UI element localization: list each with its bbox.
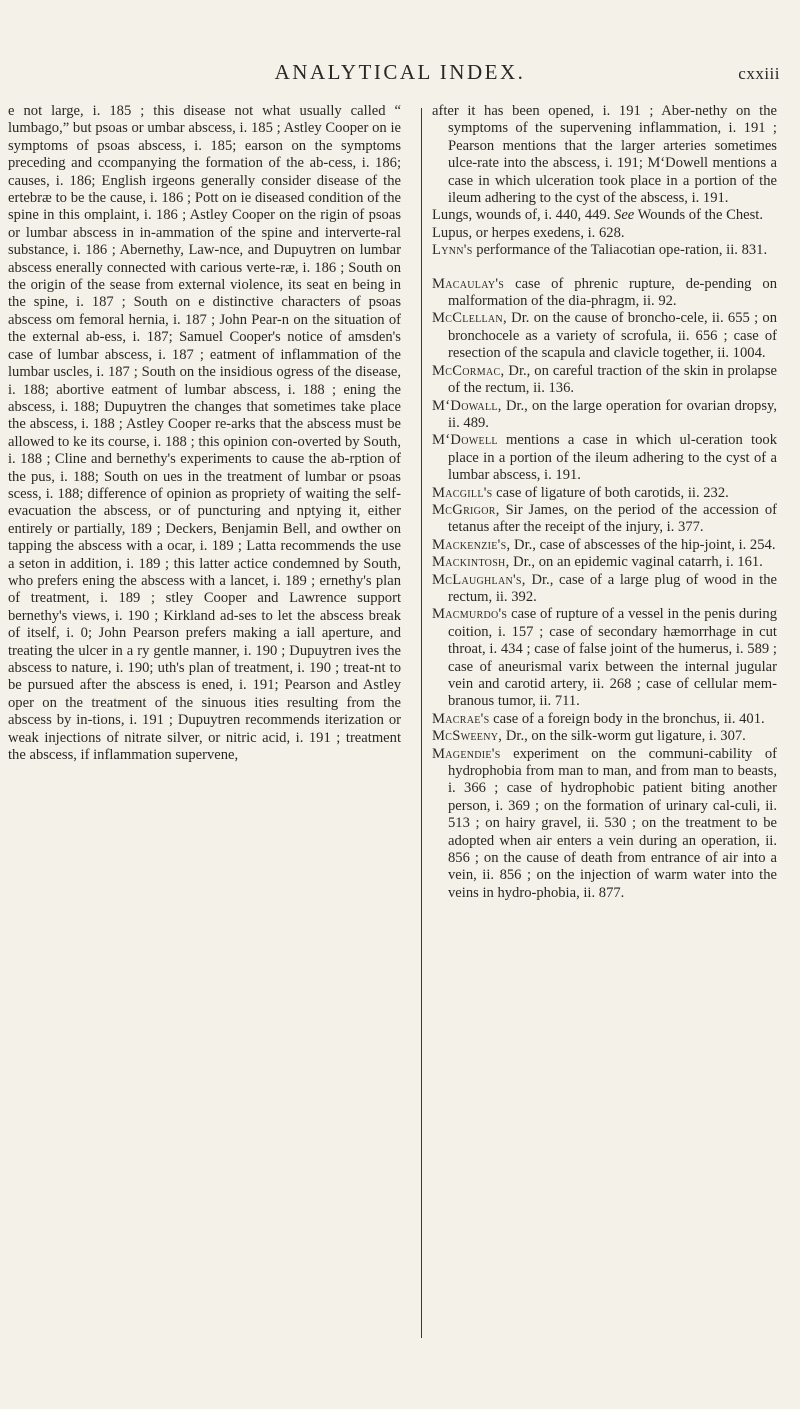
entry-text: Dr., on careful traction of the skin in prolapse of the rectum, ii. 136. bbox=[448, 362, 777, 397]
entry-text: case of a foreign body in the bronchus, ii. 401. bbox=[489, 710, 765, 727]
index-entry bbox=[432, 728, 777, 745]
entry-text: experiment on the communi-cability of hydrophobia from man to man, and from man to beasts, i. 366 ; case of hydrophobic patient biting another person, i. 369 ; on the formation of urinary cal-culi, ii. 513 ; on hairy gravel, ii. 530 ; on the treatment to be adopted when air enters a vein during an operation, ii. 856 ; on the cause of death from entrance of air into a vein, ii. 856 ; on the injection of warm water into the veins in hydro-phobia, ii. 877. bbox=[448, 745, 777, 901]
entry-text: Sir James, on the period of the accession of tetanus after the receipt of the injury, i. 377. bbox=[448, 501, 777, 536]
left-column bbox=[2, 103, 409, 764]
index-entry bbox=[432, 310, 777, 362]
index-entry bbox=[432, 276, 777, 311]
index-entry bbox=[432, 502, 777, 537]
entry-headword: Macmurdo's bbox=[432, 606, 508, 623]
entry-see-reference: See bbox=[614, 207, 635, 224]
entry-headword: Magendie's bbox=[432, 745, 501, 762]
left-column-text: e not large, i. 185 ; this disease not what usually called “ lumbago,” but psoas or umbar abscess, i. 185 ; Astley Cooper on ie symptoms of psoas abscess, i. 185; earson on the symptoms preceding and ccompanying the formation of the ab-cess, i. 186; causes, i. 186; English irgeons generally consider disease of the ertebræ to be the cause, i. 186 ; Pott on ie diseased condition of the spine in this omplaint, i. 186 ; Astley Cooper on the rigin of psoas or lumbar abscess in in-ammation of the spine and interverte-ral substance, i. 186 ; Abernethy, Law-nce, and Dupuytren on lumbar abscess enerally connected with carious verte-ræ, i. 186 ; South on the origin of the sease from external violence, its seat en being in the spine, i. 187 ; South on e distinctive characters of psoas abscess om femoral hernia, i. 187 ; John Pear-n on the situation of the external ab-ess, i. 187; Samuel Cooper's notice of amsden's case of lumbar abscess, i. 187 ; eatment of inflammation of the lumbar uscles, i. 187 ; South on the insidious ogress of the disease, i. 188; abortive eatment of lumbar abscess, i. 188 ; ening the abscess, i. 188; Dupuytren the changes that sometimes take place the abscess, i. 188 ; Astley Cooper re-arks that the abscess must be allowed to ke its course, i. 188 ; this opinion con-overted by South, i. 188 ; Cline and bernethy's experiments to cause the ab-rption of the pus, i. 188; South on ues in the treatment of lumbar or psoas scess, i. 188; difference of opinion as propriety of waiting the self-evacuation the abscess, or of puncturing and nptying it, either entirely or partially, 189 ; Deckers, Benjamin Bell, and owther on tapping the abscess with a ocar, i. 189 ; Latta recommends the use a seton in addition, i. 189 ; this latter actice condemned by South, who prefers ening the abscess with a lancet, i. 189 ; ernethy's plan of treatment, i. 189 ; stley Cooper and Lawrence support bernethy's views, i. 190 ; Kirkland ad-ses to let the abscess break of itself, i. 0; John Pearson prefers making a iall aperture, and treating the ulcer in a ry gentle manner, i. 190 ; Dupuytren ives the abscess to nature, i. 190; uth's plan of treatment, i. 190 ; treat-nt to be pursued after the abscess is ened, i. 191; Pearson and Astley oper on the treatment of the sinuous ities resulting from the abscess by in-tions, i. 191 ; Dupuytren recommends iterization or weak injections of nitrate silver, or nitric acid, i. 191 ; treatment the abscess, if inflammation supervene, bbox=[8, 103, 401, 764]
index-entry bbox=[432, 398, 777, 433]
entry-text: Dr., case of a large plug of wood in the rectum, ii. 392. bbox=[448, 571, 777, 605]
running-title: ANALYTICAL INDEX. bbox=[274, 60, 526, 84]
entry-headword: Mackenzie's, bbox=[432, 536, 511, 553]
entry-text: Dr., on the silk-worm gut ligature, i. 307. bbox=[502, 728, 746, 745]
entry-headword: Mackintosh, bbox=[432, 554, 510, 571]
entry-text: Dr., on the large operation for ovarian dropsy, ii. 489. bbox=[448, 397, 777, 431]
entry-text: case of phrenic rupture, de-pending on malformation of the dia-phragm, ii. 92. bbox=[448, 275, 777, 310]
entry-text: Lupus, or herpes exedens, i. 628. bbox=[432, 224, 625, 241]
index-entry bbox=[432, 537, 777, 554]
entry-text: performance of the Taliacotian ope-ration, ii. 831. bbox=[472, 242, 768, 259]
index-entry bbox=[432, 207, 777, 224]
entry-headword: Lynn's bbox=[432, 242, 473, 259]
page-number: cxxiii bbox=[738, 64, 780, 83]
entry-text: after it has been opened, i. 191 ; Aber-nethy on the symptoms of the supervening inflammation, i. 191 ; Pearson mentions that the larger arteries sometimes ulce-rate into the abscess, i. 191; M‘Dowell mentions a case in which ulceration took place in a portion of the ileum adhering to the cyst of the abscess, i. 191. bbox=[432, 103, 777, 207]
entry-text-continued: Wounds of the Chest. bbox=[634, 207, 763, 224]
entry-headword: McGrigor, bbox=[432, 501, 500, 518]
entry-headword: McClellan, bbox=[432, 310, 507, 327]
entry-headword: Macgill's bbox=[432, 484, 493, 501]
index-entry bbox=[432, 554, 777, 571]
index-entry bbox=[432, 363, 777, 398]
column-divider bbox=[421, 108, 422, 1338]
entry-headword: Macrae's bbox=[432, 710, 490, 727]
index-entry bbox=[432, 711, 777, 728]
index-entry bbox=[432, 432, 777, 484]
entry-headword: M‘Dowall, bbox=[432, 397, 502, 414]
entry-text: Dr., case of abscesses of the hip-joint, i. 254. bbox=[510, 536, 776, 553]
index-entry bbox=[432, 242, 777, 259]
entry-text: case of ligature of both carotids, ii. 232. bbox=[492, 484, 729, 501]
index-entry bbox=[432, 572, 777, 607]
entry-text: mentions a case in which ul-ceration took place in a portion of the ileum adhering to the cyst of a lumbar abscess, i. 191. bbox=[448, 432, 777, 484]
index-entry bbox=[432, 746, 777, 903]
index-entry bbox=[432, 103, 777, 207]
entry-headword: McLaughlan's, bbox=[432, 571, 526, 588]
entry-headword: McSweeny, bbox=[432, 728, 503, 745]
index-entry bbox=[432, 225, 777, 242]
entry-text: case of rupture of a vessel in the penis during coition, i. 157 ; case of secondary hæmorrhage in cut throat, i. 434 ; case of false joint of the humerus, i. 589 ; case of aneurismal varix between the internal jugular vein and carotid artery, ii. 268 ; case of cellular mem-branous tumor, ii. 711. bbox=[448, 606, 777, 710]
index-entry bbox=[432, 485, 777, 502]
entry-text: Dr., on an epidemic vaginal catarrh, i. 161. bbox=[509, 554, 763, 571]
entry-headword: M‘Dowell bbox=[432, 432, 498, 449]
entry-text: Dr. on the cause of broncho-cele, ii. 655 ; on bronchocele as a variety of scrofula, ii. 656 ; case of resection of the scapula and clavicle together, ii. 1004. bbox=[448, 310, 777, 362]
entry-text: Lungs, wounds of, i. 440, 449. bbox=[432, 207, 615, 224]
right-column bbox=[432, 103, 777, 902]
entry-headword: Macaulay's bbox=[432, 275, 505, 292]
entry-headword: McCormac, bbox=[432, 362, 505, 379]
running-head bbox=[0, 60, 800, 90]
index-entry bbox=[432, 606, 777, 710]
